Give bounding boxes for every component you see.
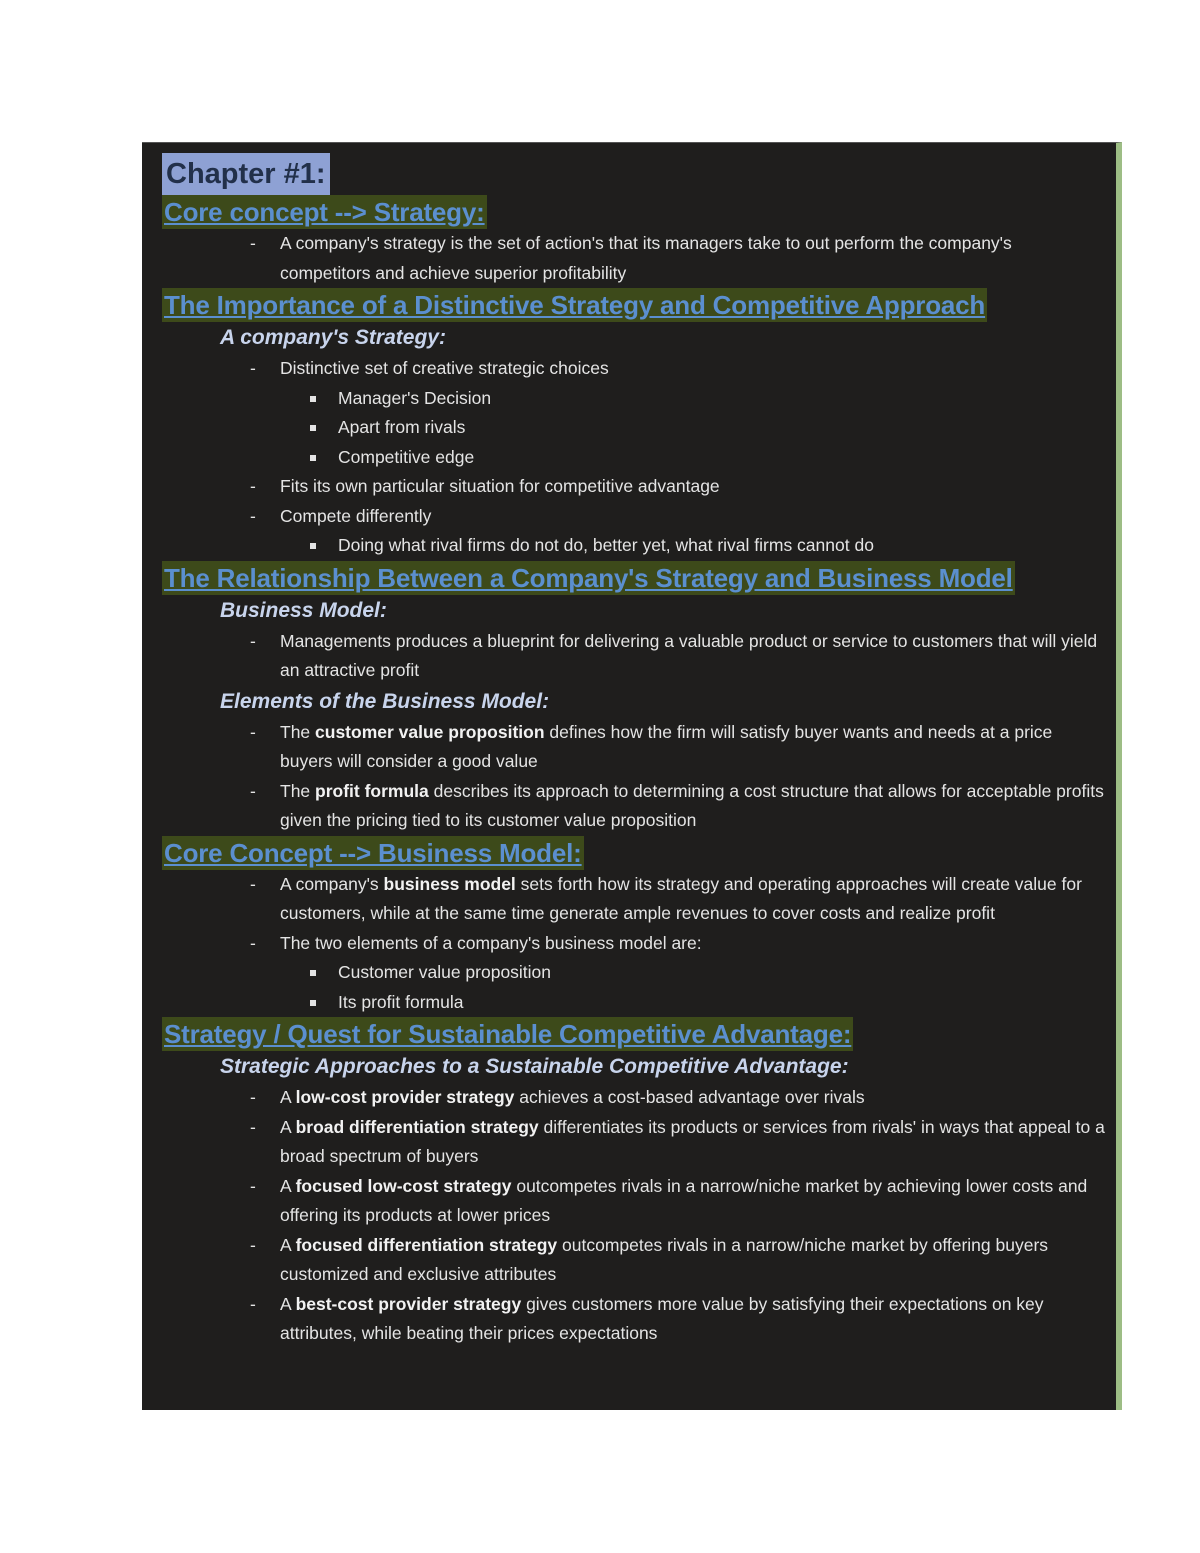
square-bullet-icon — [310, 455, 316, 461]
dash-bullet: - — [250, 1175, 256, 1196]
list-item-text-pre: The — [280, 780, 316, 801]
sub-list-item — [338, 443, 1112, 473]
sub-list-item-text: Its profit formula — [338, 991, 464, 1012]
sub-list-item-text: Apart from rivals — [338, 417, 466, 437]
document-content — [162, 153, 1112, 1349]
subheading: Business Model: — [220, 598, 387, 622]
list-item-text-pre: A company's — [280, 873, 384, 894]
square-bullet-icon — [310, 425, 316, 431]
list-item-text-post: outcompetes rivals in a narrow/niche market by offering buyers customized and exclusive attributes — [280, 1234, 1049, 1284]
list-item-term: broad differentiation strategy — [295, 1116, 539, 1137]
section-core-strategy — [162, 195, 1112, 229]
sub-list-item-text: Manager's Decision — [338, 387, 492, 408]
chapter-heading: Chapter #1: — [162, 153, 330, 195]
subheading: A company's Strategy: — [220, 326, 446, 349]
list-item — [250, 777, 1112, 836]
section-heading: Strategy / Quest for Sustainable Competitive Advantage: — [164, 1019, 852, 1049]
square-bullet-icon — [310, 970, 316, 976]
list-item-text-post: sets forth how its strategy and operating approaches will create value for customers, while at the same time generate ample revenues to cover costs and realize profit — [280, 873, 1082, 923]
dash-bullet: - — [250, 780, 256, 801]
list-item-text-post: outcompetes rivals in a narrow/niche market by achieving lower costs and offering its products at lower prices — [280, 1175, 1088, 1225]
list-item — [250, 502, 1112, 532]
list-item-term: focused low-cost strategy — [295, 1175, 512, 1196]
sub-list-item — [338, 413, 1112, 443]
square-bullet-icon — [310, 1000, 316, 1006]
subheading: Elements of the Business Model: — [220, 689, 550, 713]
list-item-text-pre: A — [280, 1234, 296, 1255]
section-heading: Core Concept --> Business Model: — [164, 837, 582, 868]
list-item-text-post: describes its approach to determining a cost structure that allows for acceptable profits given the pricing tied to its customer value proposition — [280, 780, 1104, 830]
list-item-text-post: achieves a cost-based advantage over rivals — [514, 1087, 865, 1107]
square-bullet-icon — [310, 543, 316, 549]
dash-bullet: - — [250, 233, 256, 253]
section-importance — [162, 288, 1112, 322]
list-item — [250, 1083, 1112, 1113]
list-item-term: business model — [383, 873, 516, 894]
section-business-model — [162, 836, 1112, 870]
list-item — [250, 1231, 1112, 1290]
list-item-text: Distinctive set of creative strategic choices — [280, 358, 609, 378]
list-item-term: best-cost provider strategy — [295, 1293, 522, 1314]
list-item-text-pre: A — [280, 1293, 296, 1314]
list-item — [250, 870, 1112, 929]
list-item-text: The two elements of a company's business model are: — [280, 932, 702, 953]
list-item-text: A company's strategy is the set of action's that its managers take to out perform the company's competitors and achieve superior profitability — [280, 233, 1012, 283]
list-item-term: focused differentiation strategy — [295, 1234, 558, 1255]
list-item-text-post: gives customers more value by satisfying their expectations on key attributes, while beating their prices expectations — [280, 1293, 1044, 1343]
list-item-text: Compete differently — [280, 505, 432, 526]
list-item — [250, 472, 1112, 502]
square-bullet-icon — [310, 396, 316, 402]
list-item — [250, 1113, 1112, 1172]
list-item — [250, 1290, 1112, 1349]
list-item-text-pre: The — [280, 721, 316, 742]
section-relationship — [162, 561, 1112, 595]
dash-bullet: - — [250, 721, 256, 742]
list-item — [250, 354, 1112, 384]
list-item-text-post: defines how the firm will satisfy buyer wants and needs at a price buyers will consider a good value — [280, 721, 1053, 771]
dash-bullet: - — [250, 1116, 256, 1137]
dash-bullet: - — [250, 476, 256, 496]
dash-bullet: - — [250, 505, 256, 526]
dash-bullet: - — [250, 358, 256, 378]
list-item — [250, 627, 1112, 686]
section-heading: The Importance of a Distinctive Strategy and Competitive Approach — [164, 290, 986, 320]
document-page — [142, 142, 1122, 1410]
list-item — [250, 718, 1112, 777]
list-item — [250, 229, 1112, 288]
dash-bullet: - — [250, 1293, 256, 1314]
list-item-term: low-cost provider strategy — [295, 1087, 515, 1107]
dash-bullet: - — [250, 630, 256, 651]
list-item — [250, 929, 1112, 959]
section-heading: The Relationship Between a Company's Strategy and Business Model — [164, 562, 1013, 593]
list-item — [250, 1172, 1112, 1231]
sub-list-item-text: Customer value proposition — [338, 962, 552, 982]
sub-list-item — [338, 988, 1112, 1018]
sub-list-item-text: Doing what rival firms do not do, better yet, what rival firms cannot do — [338, 535, 874, 555]
dash-bullet: - — [250, 1087, 256, 1107]
list-item-text: Fits its own particular situation for competitive advantage — [280, 476, 720, 496]
section-heading: Core concept --> Strategy: — [164, 197, 485, 227]
sub-list-item-text: Competitive edge — [338, 446, 475, 467]
list-item-text-pre: A — [280, 1087, 296, 1107]
list-item-text-pre: A — [280, 1175, 296, 1196]
list-item-text: Managements produces a blueprint for delivering a valuable product or service to customers that will yield an attractive profit — [280, 630, 1098, 680]
list-item-text-pre: A — [280, 1116, 296, 1137]
list-item-term: customer value proposition — [315, 721, 545, 742]
list-item-term: profit formula — [315, 780, 429, 801]
section-competitive-advantage — [162, 1017, 1112, 1051]
sub-list-item — [338, 384, 1112, 414]
dash-bullet: - — [250, 873, 256, 894]
sub-list-item — [338, 958, 1112, 988]
subheading: Strategic Approaches to a Sustainable Competitive Advantage: — [220, 1055, 849, 1078]
sub-list-item — [338, 531, 1112, 561]
dash-bullet: - — [250, 932, 256, 953]
dash-bullet: - — [250, 1234, 256, 1255]
list-item-text-post: differentiates its products or services from rivals' in ways that appeal to a broad spectrum of buyers — [280, 1116, 1105, 1166]
chapter-title — [162, 153, 1112, 195]
